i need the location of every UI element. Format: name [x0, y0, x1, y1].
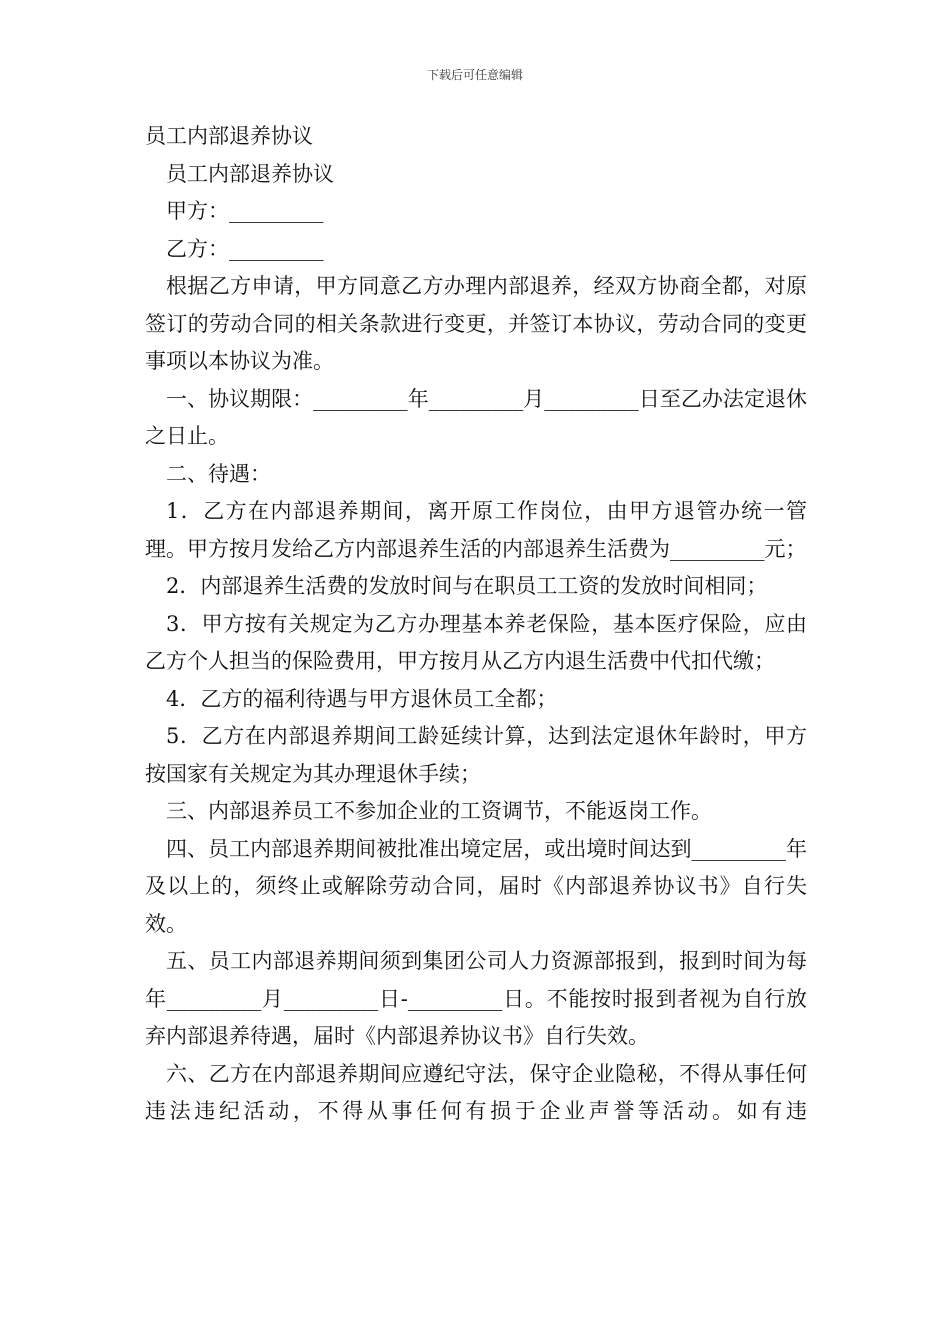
clause-1-term: 一、协议期限：_________年_________月_________日至乙办法定退休之日止。	[145, 386, 807, 448]
clause-2-item-4: 4．乙方的福利待遇与甲方退休员工全都；	[166, 686, 558, 711]
document-title: 员工内部退养协议	[145, 124, 313, 148]
clause-6: 六、乙方在内部退养期间应遵纪守法，保守企业隐秘，不得从事任何违法违纪活动，不得从事任何有损于企业声誉等活动。如有违	[145, 1061, 807, 1123]
party-a-line: 甲方：_________	[166, 199, 324, 223]
party-b-line: 乙方：_________	[166, 236, 324, 261]
clause-2-item-2: 2．内部退养生活费的发放时间与在职员工工资的发放时间相同；	[166, 574, 768, 598]
clause-2-heading: 二、待遇：	[166, 461, 271, 486]
clause-4: 四、员工内部退养期间被批准出境定居，或出境时间达到_________年及以上的，须终止或解除劳动合同，届时《内部退养协议书》自行失效。	[145, 836, 807, 936]
clause-2-item-1: 1．乙方在内部退养期间，离开原工作岗位，由甲方退管办统一管理。甲方按月发给乙方内部退养生活的内部退养生活费为_________元；	[145, 499, 807, 561]
clause-3: 三、内部退养员工不参加企业的工资调节，不能返岗工作。	[166, 799, 712, 823]
clause-2-item-3: 3．甲方按有关规定为乙方办理基本养老保险，基本医疗保险，应由乙方个人担当的保险费用，甲方按月从乙方内退生活费中代扣代缴；	[145, 611, 807, 673]
clause-2-item-5: 5．乙方在内部退养期间工龄延续计算，达到法定退休年龄时，甲方按国家有关规定为其办理退休手续；	[145, 724, 807, 786]
intro-paragraph: 根据乙方申请，甲方同意乙方办理内部退养，经双方协商全都，对原签订的劳动合同的相关条款进行变更，并签订本协议，劳动合同的变更事项以本协议为准。	[145, 274, 807, 373]
page-header-note: 下载后可任意编辑	[426, 68, 523, 82]
clause-5: 五、员工内部退养期间须到集团公司人力资源部报到，报到时间为每年_________月_________日-_________日。不能按时报到者视为自行放弃内部退养待遇，届时《内部退养协议书》自行失效。	[145, 949, 807, 1048]
document-body	[145, 118, 807, 1131]
document-subtitle: 员工内部退养协议	[166, 161, 334, 186]
